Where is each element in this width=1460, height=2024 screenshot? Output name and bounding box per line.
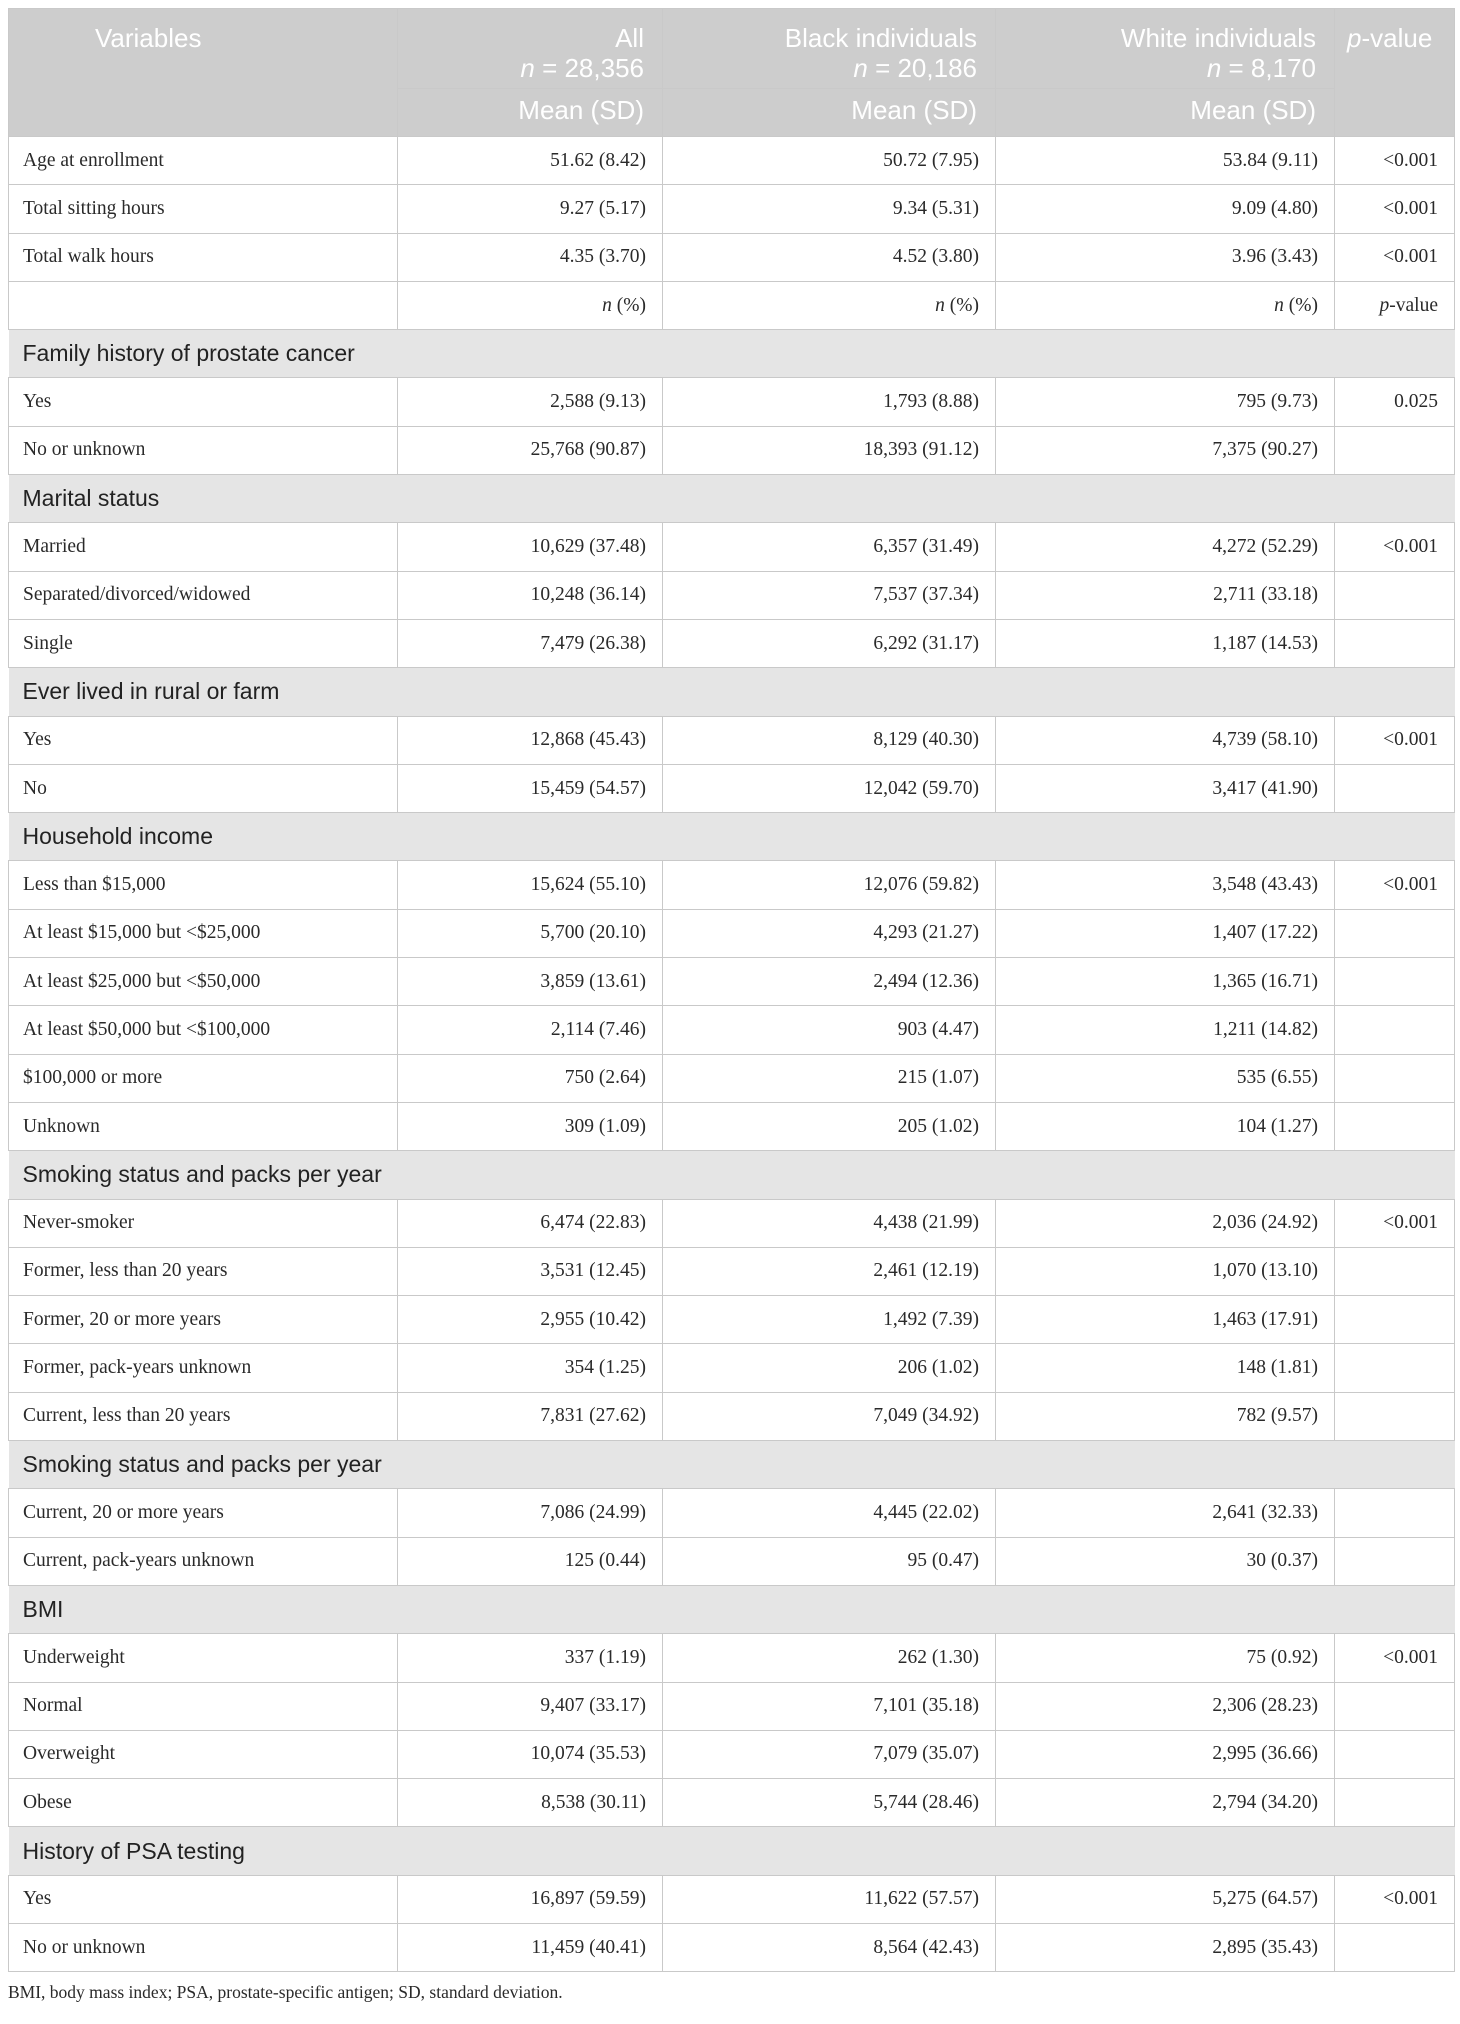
cell-black: 205 (1.02): [663, 1102, 996, 1150]
section-title: Smoking status and packs per year: [9, 1441, 1455, 1489]
subheader-p-value: p-value: [1335, 281, 1455, 329]
cell-white: 53.84 (9.11): [996, 137, 1335, 185]
row-label: At least $50,000 but <$100,000: [9, 1006, 398, 1054]
table-row: [9, 426, 1455, 474]
row-label: Overweight: [9, 1730, 398, 1778]
row-label: Single: [9, 619, 398, 667]
table-row: [9, 137, 1455, 185]
cell-white: 2,794 (34.20): [996, 1779, 1335, 1827]
row-label: Total walk hours: [9, 233, 398, 281]
cell-all: 7,086 (24.99): [398, 1489, 663, 1537]
cell-p-value: [1335, 1537, 1455, 1585]
section-title: Marital status: [9, 475, 1455, 523]
cell-white: 2,995 (36.66): [996, 1730, 1335, 1778]
header-black-name: Black individuals: [784, 23, 977, 53]
cell-all: 15,459 (54.57): [398, 764, 663, 812]
row-label: Unknown: [9, 1102, 398, 1150]
cell-p-value: [1335, 571, 1455, 619]
cell-black: 5,744 (28.46): [663, 1779, 996, 1827]
section-title: Smoking status and packs per year: [9, 1151, 1455, 1199]
table-row: [9, 619, 1455, 667]
cell-p-value: [1335, 1489, 1455, 1537]
cell-p-value: [1335, 1296, 1455, 1344]
row-label: Current, 20 or more years: [9, 1489, 398, 1537]
cell-p-value: [1335, 958, 1455, 1006]
cell-black: 7,049 (34.92): [663, 1392, 996, 1440]
cell-all: 9,407 (33.17): [398, 1682, 663, 1730]
header-black-n: n = 20,186: [853, 53, 977, 83]
cell-p-value: [1335, 1344, 1455, 1392]
cell-white: 2,036 (24.92): [996, 1199, 1335, 1247]
section-header-row: [9, 330, 1455, 378]
subheader-n-pct-black: n (%): [663, 281, 996, 329]
table-row: [9, 185, 1455, 233]
cell-p-value: [1335, 909, 1455, 957]
cell-all: 10,074 (35.53): [398, 1730, 663, 1778]
cell-all: 7,831 (27.62): [398, 1392, 663, 1440]
table-row: [9, 1875, 1455, 1923]
cell-black: 11,622 (57.57): [663, 1875, 996, 1923]
cell-black: 12,042 (59.70): [663, 764, 996, 812]
section-header-row: [9, 1151, 1455, 1199]
cell-white: 5,275 (64.57): [996, 1875, 1335, 1923]
cell-all: 25,768 (90.87): [398, 426, 663, 474]
cell-all: 15,624 (55.10): [398, 861, 663, 909]
table-header: [9, 9, 1455, 137]
cell-white: 3.96 (3.43): [996, 233, 1335, 281]
cell-white: 2,641 (32.33): [996, 1489, 1335, 1537]
cell-p-value: <0.001: [1335, 137, 1455, 185]
cell-white: 148 (1.81): [996, 1344, 1335, 1392]
cell-black: 2,461 (12.19): [663, 1247, 996, 1295]
section-header-row: [9, 475, 1455, 523]
section-header-row: [9, 1441, 1455, 1489]
table-row: [9, 1102, 1455, 1150]
subheader-n-pct-all: n (%): [398, 281, 663, 329]
table-row: [9, 1006, 1455, 1054]
table-row: [9, 716, 1455, 764]
cell-black: 262 (1.30): [663, 1634, 996, 1682]
cell-black: 12,076 (59.82): [663, 861, 996, 909]
row-label: Former, less than 20 years: [9, 1247, 398, 1295]
table-footnote: BMI, body mass index; PSA, prostate-specific antigen; SD, standard deviation.: [8, 1982, 563, 2003]
cell-all: 125 (0.44): [398, 1537, 663, 1585]
cell-p-value: [1335, 1923, 1455, 1971]
table-figure: [8, 8, 1454, 2003]
cell-white: 1,407 (17.22): [996, 909, 1335, 957]
table-row: [9, 1344, 1455, 1392]
cell-white: 30 (0.37): [996, 1537, 1335, 1585]
cell-white: 7,375 (90.27): [996, 426, 1335, 474]
row-label: Obese: [9, 1779, 398, 1827]
section-title: BMI: [9, 1585, 1455, 1633]
cell-p-value: [1335, 1779, 1455, 1827]
cell-black: 7,537 (37.34): [663, 571, 996, 619]
cell-white: 1,187 (14.53): [996, 619, 1335, 667]
row-label: No or unknown: [9, 426, 398, 474]
cell-all: 750 (2.64): [398, 1054, 663, 1102]
cell-all: 4.35 (3.70): [398, 233, 663, 281]
cell-black: 2,494 (12.36): [663, 958, 996, 1006]
cell-p-value: [1335, 619, 1455, 667]
cell-white: 782 (9.57): [996, 1392, 1335, 1440]
cell-all: 337 (1.19): [398, 1634, 663, 1682]
cell-white: 795 (9.73): [996, 378, 1335, 426]
row-label: At least $15,000 but <$25,000: [9, 909, 398, 957]
table-row: [9, 233, 1455, 281]
row-label: No or unknown: [9, 1923, 398, 1971]
row-label: Yes: [9, 716, 398, 764]
cell-black: 4,293 (21.27): [663, 909, 996, 957]
cell-white: 4,739 (58.10): [996, 716, 1335, 764]
cell-all: 5,700 (20.10): [398, 909, 663, 957]
cell-black: 6,292 (31.17): [663, 619, 996, 667]
cell-white: 2,306 (28.23): [996, 1682, 1335, 1730]
table-row: [9, 1199, 1455, 1247]
cell-white: 2,711 (33.18): [996, 571, 1335, 619]
header-black-stat: Mean (SD): [663, 89, 996, 137]
section-title: Ever lived in rural or farm: [9, 668, 1455, 716]
cell-white: 1,211 (14.82): [996, 1006, 1335, 1054]
cell-all: 10,629 (37.48): [398, 523, 663, 571]
header-white: [996, 9, 1335, 89]
cell-all: 3,531 (12.45): [398, 1247, 663, 1295]
cell-all: 12,868 (45.43): [398, 716, 663, 764]
row-label: No: [9, 764, 398, 812]
section-title: Family history of prostate cancer: [9, 330, 1455, 378]
table-row: [9, 958, 1455, 1006]
section-header-row: [9, 1585, 1455, 1633]
header-black: [663, 9, 996, 89]
cell-black: 903 (4.47): [663, 1006, 996, 1054]
subheader-row: [9, 281, 1455, 329]
row-label: Underweight: [9, 1634, 398, 1682]
table-row: [9, 764, 1455, 812]
cell-p-value: <0.001: [1335, 861, 1455, 909]
cell-black: 95 (0.47): [663, 1537, 996, 1585]
row-label: Yes: [9, 378, 398, 426]
header-all-name: All: [615, 23, 644, 53]
cell-black: 7,101 (35.18): [663, 1682, 996, 1730]
cell-all: 16,897 (59.59): [398, 1875, 663, 1923]
cell-white: 75 (0.92): [996, 1634, 1335, 1682]
cell-p-value: [1335, 1730, 1455, 1778]
row-label: Separated/divorced/widowed: [9, 571, 398, 619]
table-row: [9, 1247, 1455, 1295]
header-variables: Variables: [9, 9, 398, 137]
subheader-empty: [9, 281, 398, 329]
section-header-row: [9, 668, 1455, 716]
cell-white: 1,070 (13.10): [996, 1247, 1335, 1295]
cell-black: 4,445 (22.02): [663, 1489, 996, 1537]
cell-p-value: <0.001: [1335, 1634, 1455, 1682]
cell-p-value: <0.001: [1335, 716, 1455, 764]
table-row: [9, 861, 1455, 909]
table-row: [9, 1392, 1455, 1440]
section-title: Household income: [9, 813, 1455, 861]
cell-p-value: <0.001: [1335, 1875, 1455, 1923]
section-header-row: [9, 813, 1455, 861]
cell-p-value: [1335, 426, 1455, 474]
table-row: [9, 1682, 1455, 1730]
cell-all: 10,248 (36.14): [398, 571, 663, 619]
cell-black: 4,438 (21.99): [663, 1199, 996, 1247]
table-row: [9, 1054, 1455, 1102]
row-label: Total sitting hours: [9, 185, 398, 233]
cell-p-value: [1335, 1682, 1455, 1730]
cell-black: 9.34 (5.31): [663, 185, 996, 233]
cell-all: 354 (1.25): [398, 1344, 663, 1392]
cell-p-value: [1335, 1392, 1455, 1440]
row-label: Current, pack-years unknown: [9, 1537, 398, 1585]
cell-p-value: [1335, 764, 1455, 812]
subheader-n-pct-white: n (%): [996, 281, 1335, 329]
row-label: $100,000 or more: [9, 1054, 398, 1102]
table-row: [9, 523, 1455, 571]
cell-white: 1,365 (16.71): [996, 958, 1335, 1006]
cell-white: 3,548 (43.43): [996, 861, 1335, 909]
cell-p-value: [1335, 1054, 1455, 1102]
cell-black: 1,492 (7.39): [663, 1296, 996, 1344]
cell-white: 1,463 (17.91): [996, 1296, 1335, 1344]
cell-all: 6,474 (22.83): [398, 1199, 663, 1247]
cell-black: 50.72 (7.95): [663, 137, 996, 185]
table-row: [9, 1730, 1455, 1778]
row-label: Married: [9, 523, 398, 571]
header-all: [398, 9, 663, 89]
cell-black: 18,393 (91.12): [663, 426, 996, 474]
cell-all: 2,588 (9.13): [398, 378, 663, 426]
cell-black: 8,564 (42.43): [663, 1923, 996, 1971]
cell-black: 215 (1.07): [663, 1054, 996, 1102]
cell-black: 8,129 (40.30): [663, 716, 996, 764]
table-row: [9, 1634, 1455, 1682]
row-label: Current, less than 20 years: [9, 1392, 398, 1440]
cell-all: 8,538 (30.11): [398, 1779, 663, 1827]
table-row: [9, 1779, 1455, 1827]
cell-white: 9.09 (4.80): [996, 185, 1335, 233]
cell-white: 2,895 (35.43): [996, 1923, 1335, 1971]
header-all-stat: Mean (SD): [398, 89, 663, 137]
cell-p-value: <0.001: [1335, 185, 1455, 233]
cell-p-value: [1335, 1006, 1455, 1054]
section-header-row: [9, 1827, 1455, 1875]
cell-p-value: <0.001: [1335, 233, 1455, 281]
cell-p-value: 0.025: [1335, 378, 1455, 426]
table-row: [9, 1537, 1455, 1585]
cell-white: 104 (1.27): [996, 1102, 1335, 1150]
cell-white: 535 (6.55): [996, 1054, 1335, 1102]
header-white-name: White individuals: [1120, 23, 1316, 53]
cell-all: 2,955 (10.42): [398, 1296, 663, 1344]
cell-all: 11,459 (40.41): [398, 1923, 663, 1971]
cell-all: 2,114 (7.46): [398, 1006, 663, 1054]
cell-black: 4.52 (3.80): [663, 233, 996, 281]
cell-black: 6,357 (31.49): [663, 523, 996, 571]
section-title: History of PSA testing: [9, 1827, 1455, 1875]
cell-all: 7,479 (26.38): [398, 619, 663, 667]
row-label: Yes: [9, 1875, 398, 1923]
header-white-n: n = 8,170: [1206, 53, 1316, 83]
row-label: Former, pack-years unknown: [9, 1344, 398, 1392]
cell-all: 309 (1.09): [398, 1102, 663, 1150]
table-row: [9, 1489, 1455, 1537]
table-body: [9, 137, 1455, 1972]
cell-all: 9.27 (5.17): [398, 185, 663, 233]
table-row: [9, 1923, 1455, 1971]
row-label: Age at enrollment: [9, 137, 398, 185]
table-row: [9, 909, 1455, 957]
cell-p-value: [1335, 1247, 1455, 1295]
cell-black: 1,793 (8.88): [663, 378, 996, 426]
row-label: Former, 20 or more years: [9, 1296, 398, 1344]
cell-all: 51.62 (8.42): [398, 137, 663, 185]
row-label: At least $25,000 but <$50,000: [9, 958, 398, 1006]
cell-black: 7,079 (35.07): [663, 1730, 996, 1778]
row-label: Normal: [9, 1682, 398, 1730]
header-white-stat: Mean (SD): [996, 89, 1335, 137]
cell-white: 4,272 (52.29): [996, 523, 1335, 571]
header-p-value: p-value: [1335, 9, 1455, 137]
cell-all: 3,859 (13.61): [398, 958, 663, 1006]
cell-p-value: <0.001: [1335, 523, 1455, 571]
baseline-characteristics-table: [8, 8, 1455, 1972]
row-label: Less than $15,000: [9, 861, 398, 909]
row-label: Never-smoker: [9, 1199, 398, 1247]
table-row: [9, 378, 1455, 426]
cell-p-value: <0.001: [1335, 1199, 1455, 1247]
header-all-n: n = 28,356: [520, 53, 644, 83]
table-row: [9, 1296, 1455, 1344]
table-row: [9, 571, 1455, 619]
cell-p-value: [1335, 1102, 1455, 1150]
cell-white: 3,417 (41.90): [996, 764, 1335, 812]
cell-black: 206 (1.02): [663, 1344, 996, 1392]
